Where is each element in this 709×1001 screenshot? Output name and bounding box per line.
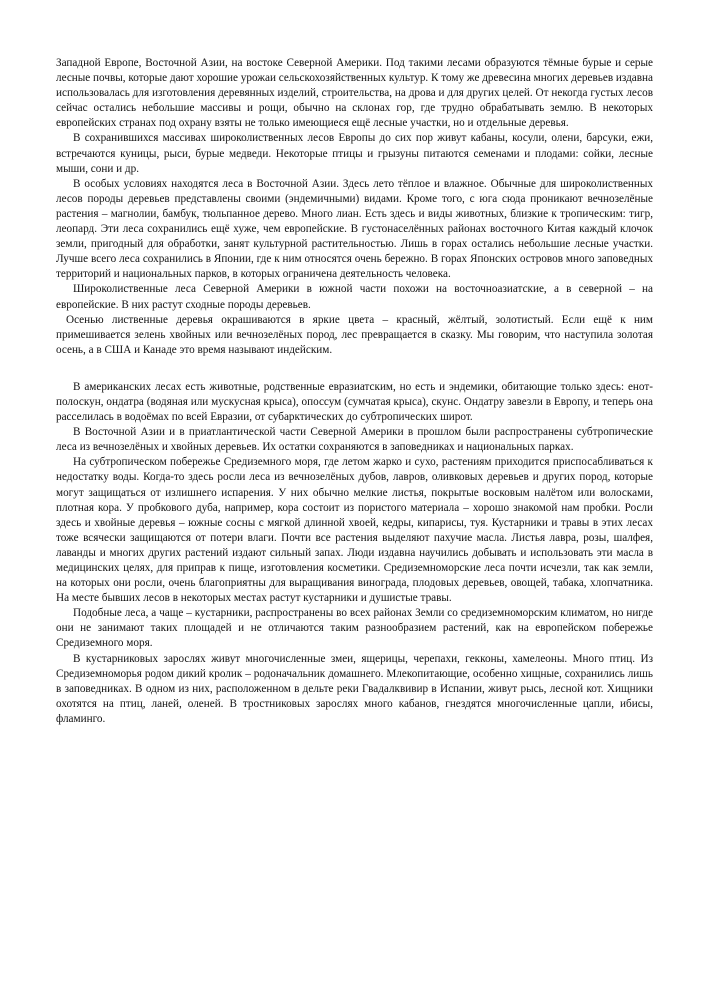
paragraph-european-forest-animals: В сохранившихся массивах широколиственных лесов Европы до сих пор живут кабаны, косули, олени, барсуки, ежи, встречаются куницы, рыси, бурые медведи. Некоторые птицы и грызуны питаются семенами и плодами: сойки, лесные мыши, сони и др. [56, 132, 653, 175]
paragraph-western-europe: Западной Европе, Восточной Азии, на востоке Северной Америки. Под такими лесами образуются тёмные бурые и серые лесные почвы, которые дают хорошие урожаи сельскохозяйственных культур. К тому же древесина многих деревьев издавна использовалась для изготовления деревянных изделий, строительства, на дрова и для других целей. От некогда густых лесов сейчас остались небольшие массивы и рощи, обычно на склонах гор, где трудно обрабатывать землю. В некоторых европейских странах под охрану взяты не только имеющиеся ещё лесные участки, но и отдельные деревья. [56, 57, 654, 130]
paragraph-east-asia-forests: В особых условиях находятся леса в Восточной Азии. Здесь лето тёплое и влажное. Обычные для широколиственных лесов породы деревьев представлены своими (эндемичными) видами. Кроме того, с юга сюда проникают вечнозелёные растения – магнолии, бамбук, тюльпанное дерево. Много лиан. Есть здесь и виды животных, близкие к тропическим: тигр, леопард. Эти леса сохранились ещё хуже, чем европейские. В густонаселённых районах восточного Китая каждый клочок земли, пригодный для обработки, занят культурной растительностью. Лишь в горах остались небольшие лесные участки. Лучше всего леса сохранились в Японии, где к ним относятся очень бережно. В горах Японских островов много заповедных территорий и национальных парков, в которых ограничена деятельность человека. [56, 177, 653, 281]
paragraph-autumn-colors: Осенью лиственные деревья окрашиваются в яркие цвета – красный, жёлтый, золотистый. Если ещё к ним примешивается зелень хвойных или вечнозелёных пород, лес превращается в сказку. Мы говорим, что наступила золотая осень, а в США и Канаде это время называют индейским. [56, 313, 653, 356]
paragraph-american-animals: В американских лесах есть животные, родственные евразиатским, но есть и эндемики, обитающие только здесь: енот-полоскун, ондатра (водяная или мускусная крыса), опоссум (сумчатая крыса), скунс. Ондатру завезли в Европу, и теперь она расселилась в водоёмах по всей Евразии, от субарктических до субтропических широт. [56, 380, 653, 424]
paragraph-mediterranean-coast: На субтропическом побережье Средиземного моря, где летом жарко и сухо, растениям приходится приспосабливаться к недостатку воды. Когда-то здесь росли леса из вечнозелёных дубов, лавров, оливковых деревьев и других пород, которые могут защищаться от излишнего испарения. У них обычно мелкие листья, покрытые восковым налётом или волосками, плотная кора. У пробкового дуба, например, кора состоит из пористого материала – хорошо знакомой нам пробки. Росли здесь и хвойные деревья – южные сосны с мягкой длинной хвоей, кедры, кипарисы, туя. Кустарники и травы в этих лесах тоже всячески защищаются от потери влаги. Почти все растения выделяют пахучие масла. Листья лавра, розы, шалфея, лаванды и многих других растений издают сильный запах. Люди издавна научились добывать и использовать эти масла в медицинских целях, для приправ к пище, изготовления косметики. Средиземноморские леса почти исчезли, так как земли, на которых они росли, очень благоприятны для выращивания винограда, плодовых деревьев, овощей, табака, хлопчатника. На месте бывших лесов в некоторых местах растут кустарники и душистые травы. [56, 456, 653, 605]
paragraph-gap [56, 358, 653, 380]
paragraph-shrubland-fauna: В кустарниковых зарослях живут многочисленные змеи, ящерицы, черепахи, гекконы, хамелеоны. Много птиц. Из Средиземноморья родом дикий кролик – родоначальник домашнего. Млекопитающие, особенно хищные, сохранились лишь в заповедниках. В одном из них, расположенном в дельте реки Гвадалквивир в Испании, живут рысь, лесной кот. Хищники охотятся на птиц, ланей, оленей. В тростниковых зарослях много кабанов, гнездятся многочисленные цапли, ибисы, фламинго. [56, 652, 653, 725]
paragraph-mediterranean-shrubs: Подобные леса, а чаще – кустарники, распространены во всех районах Земли со средиземноморским климатом, но нигде они не занимают таких площадей и не отличаются таким разнообразием растений, как на европейском побережье Средиземного моря. [56, 607, 653, 650]
paragraph-subtropical-forests: В Восточной Азии и в приатлантической части Северной Америки в прошлом были распространены субтропические леса из вечнозелёных и хвойных деревьев. Их остатки сохраняются в заповедниках и национальных парках. [56, 426, 653, 454]
paragraph-north-america-forests: Широколиственные леса Северной Америки в южной части похожи на восточноазиатские, а в северной – на европейские. В них растут сходные породы деревьев. [56, 283, 653, 311]
document-page [56, 56, 653, 727]
